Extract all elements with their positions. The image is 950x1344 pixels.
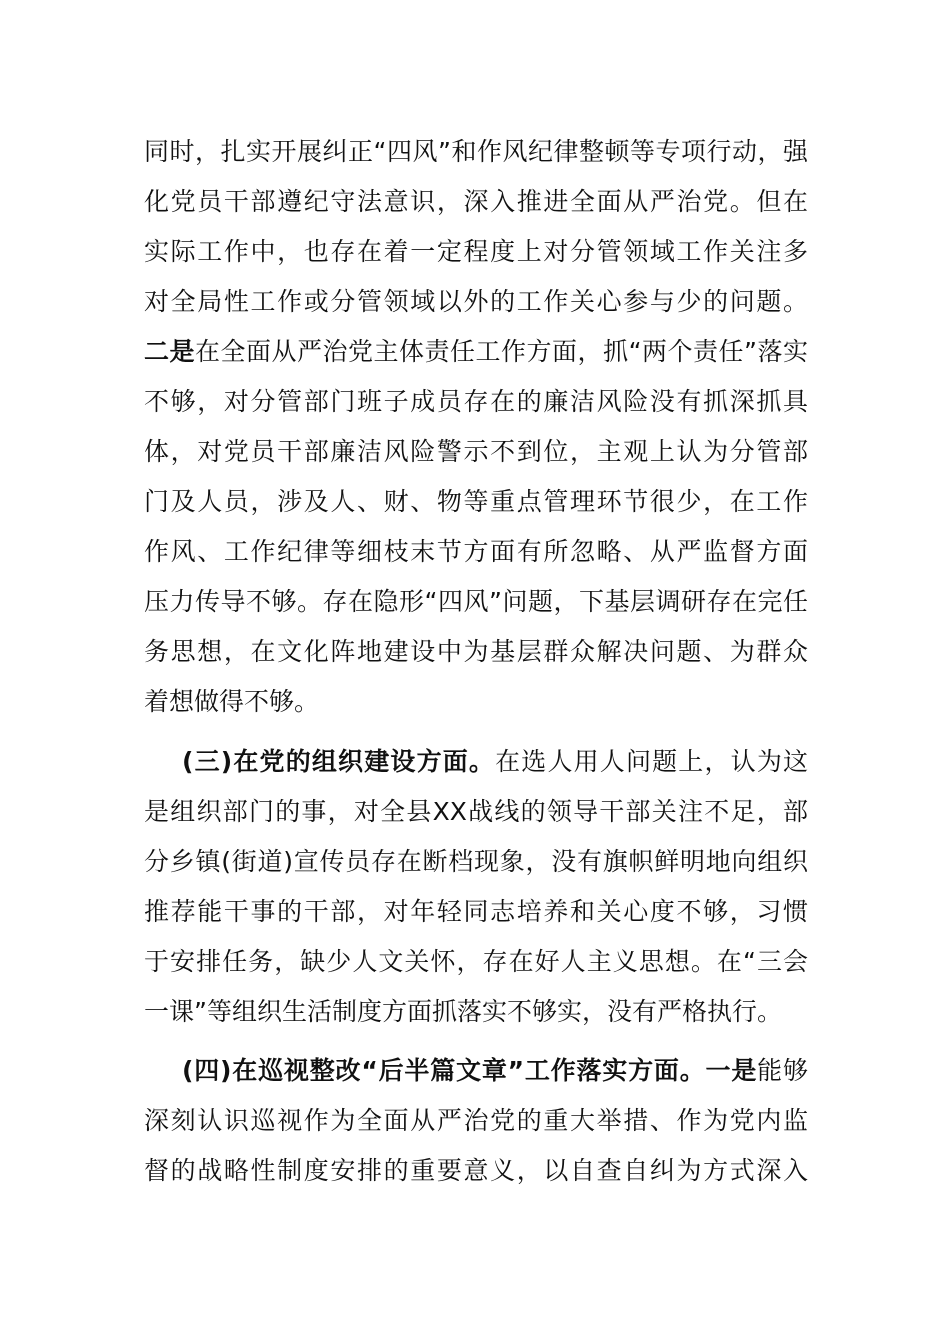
text-line: 分乡镇(街道)宣传员存在断档现象，没有旗帜鲜明地向组织 bbox=[144, 847, 808, 876]
text-line: 实际工作中，也存在着一定程度上对分管领域工作关注多 bbox=[144, 237, 808, 266]
text-line bbox=[144, 327, 808, 377]
text-line: 不够，对分管部门班子成员存在的廉洁风险没有抓深抓具 bbox=[144, 387, 808, 416]
section-heading: (四)在巡视整改“后半篇文章”工作落实方面。 bbox=[182, 1056, 706, 1085]
text-line: 同时，扎实开展纠正“四风”和作风纪律整顿等专项行动，强 bbox=[144, 137, 808, 166]
bold-marker: 一是 bbox=[705, 1056, 758, 1085]
paragraph-2 bbox=[144, 737, 808, 1037]
section-heading: (三)在党的组织建设方面。 bbox=[182, 747, 496, 776]
text-line: 着想做得不够。 bbox=[144, 687, 320, 716]
text-line: 对全局性工作或分管领域以外的工作关心参与少的问题。 bbox=[144, 287, 808, 316]
text-line: 化党员干部遵纪守法意识，深入推进全面从严治党。但在 bbox=[144, 187, 808, 216]
text-line: 于安排任务，缺少人文关怀，存在好人主义思想。在“三会 bbox=[144, 947, 808, 976]
text-line: 体，对党员干部廉洁风险警示不到位，主观上认为分管部 bbox=[144, 437, 808, 466]
text-line bbox=[144, 737, 808, 787]
text-line: 压力传导不够。存在隐形“四风”问题，下基层调研存在完任 bbox=[144, 587, 808, 616]
text-line: 作风、工作纪律等细枝末节方面有所忽略、从严监督方面 bbox=[144, 537, 808, 566]
text-line: 深刻认识巡视作为全面从严治党的重大举措、作为党内监 bbox=[144, 1106, 808, 1135]
text-line: 是组织部门的事，对全县XX战线的领导干部关注不足，部 bbox=[144, 797, 808, 826]
text-line: 门及人员，涉及人、财、物等重点管理环节很少，在工作 bbox=[144, 487, 808, 516]
text-line bbox=[144, 1046, 808, 1096]
text-run: 在全面从严治党主体责任工作方面，抓“两个责任”落实 bbox=[195, 337, 808, 366]
text-line: 推荐能干事的干部，对年轻同志培养和关心度不够，习惯 bbox=[144, 897, 808, 926]
paragraph-3 bbox=[144, 1046, 808, 1196]
text-line: 督的战略性制度安排的重要意义，以自查自纠为方式深入 bbox=[144, 1156, 808, 1185]
text-line: 务思想，在文化阵地建设中为基层群众解决问题、为群众 bbox=[144, 637, 808, 666]
text-run: 在选人用人问题上，认为这 bbox=[495, 747, 808, 776]
bold-marker: 二是 bbox=[144, 337, 196, 366]
text-line: 一课”等组织生活制度方面抓落实不够实，没有严格执行。 bbox=[144, 997, 782, 1026]
text-run: 能够 bbox=[757, 1056, 808, 1085]
paragraph-1 bbox=[144, 127, 808, 727]
